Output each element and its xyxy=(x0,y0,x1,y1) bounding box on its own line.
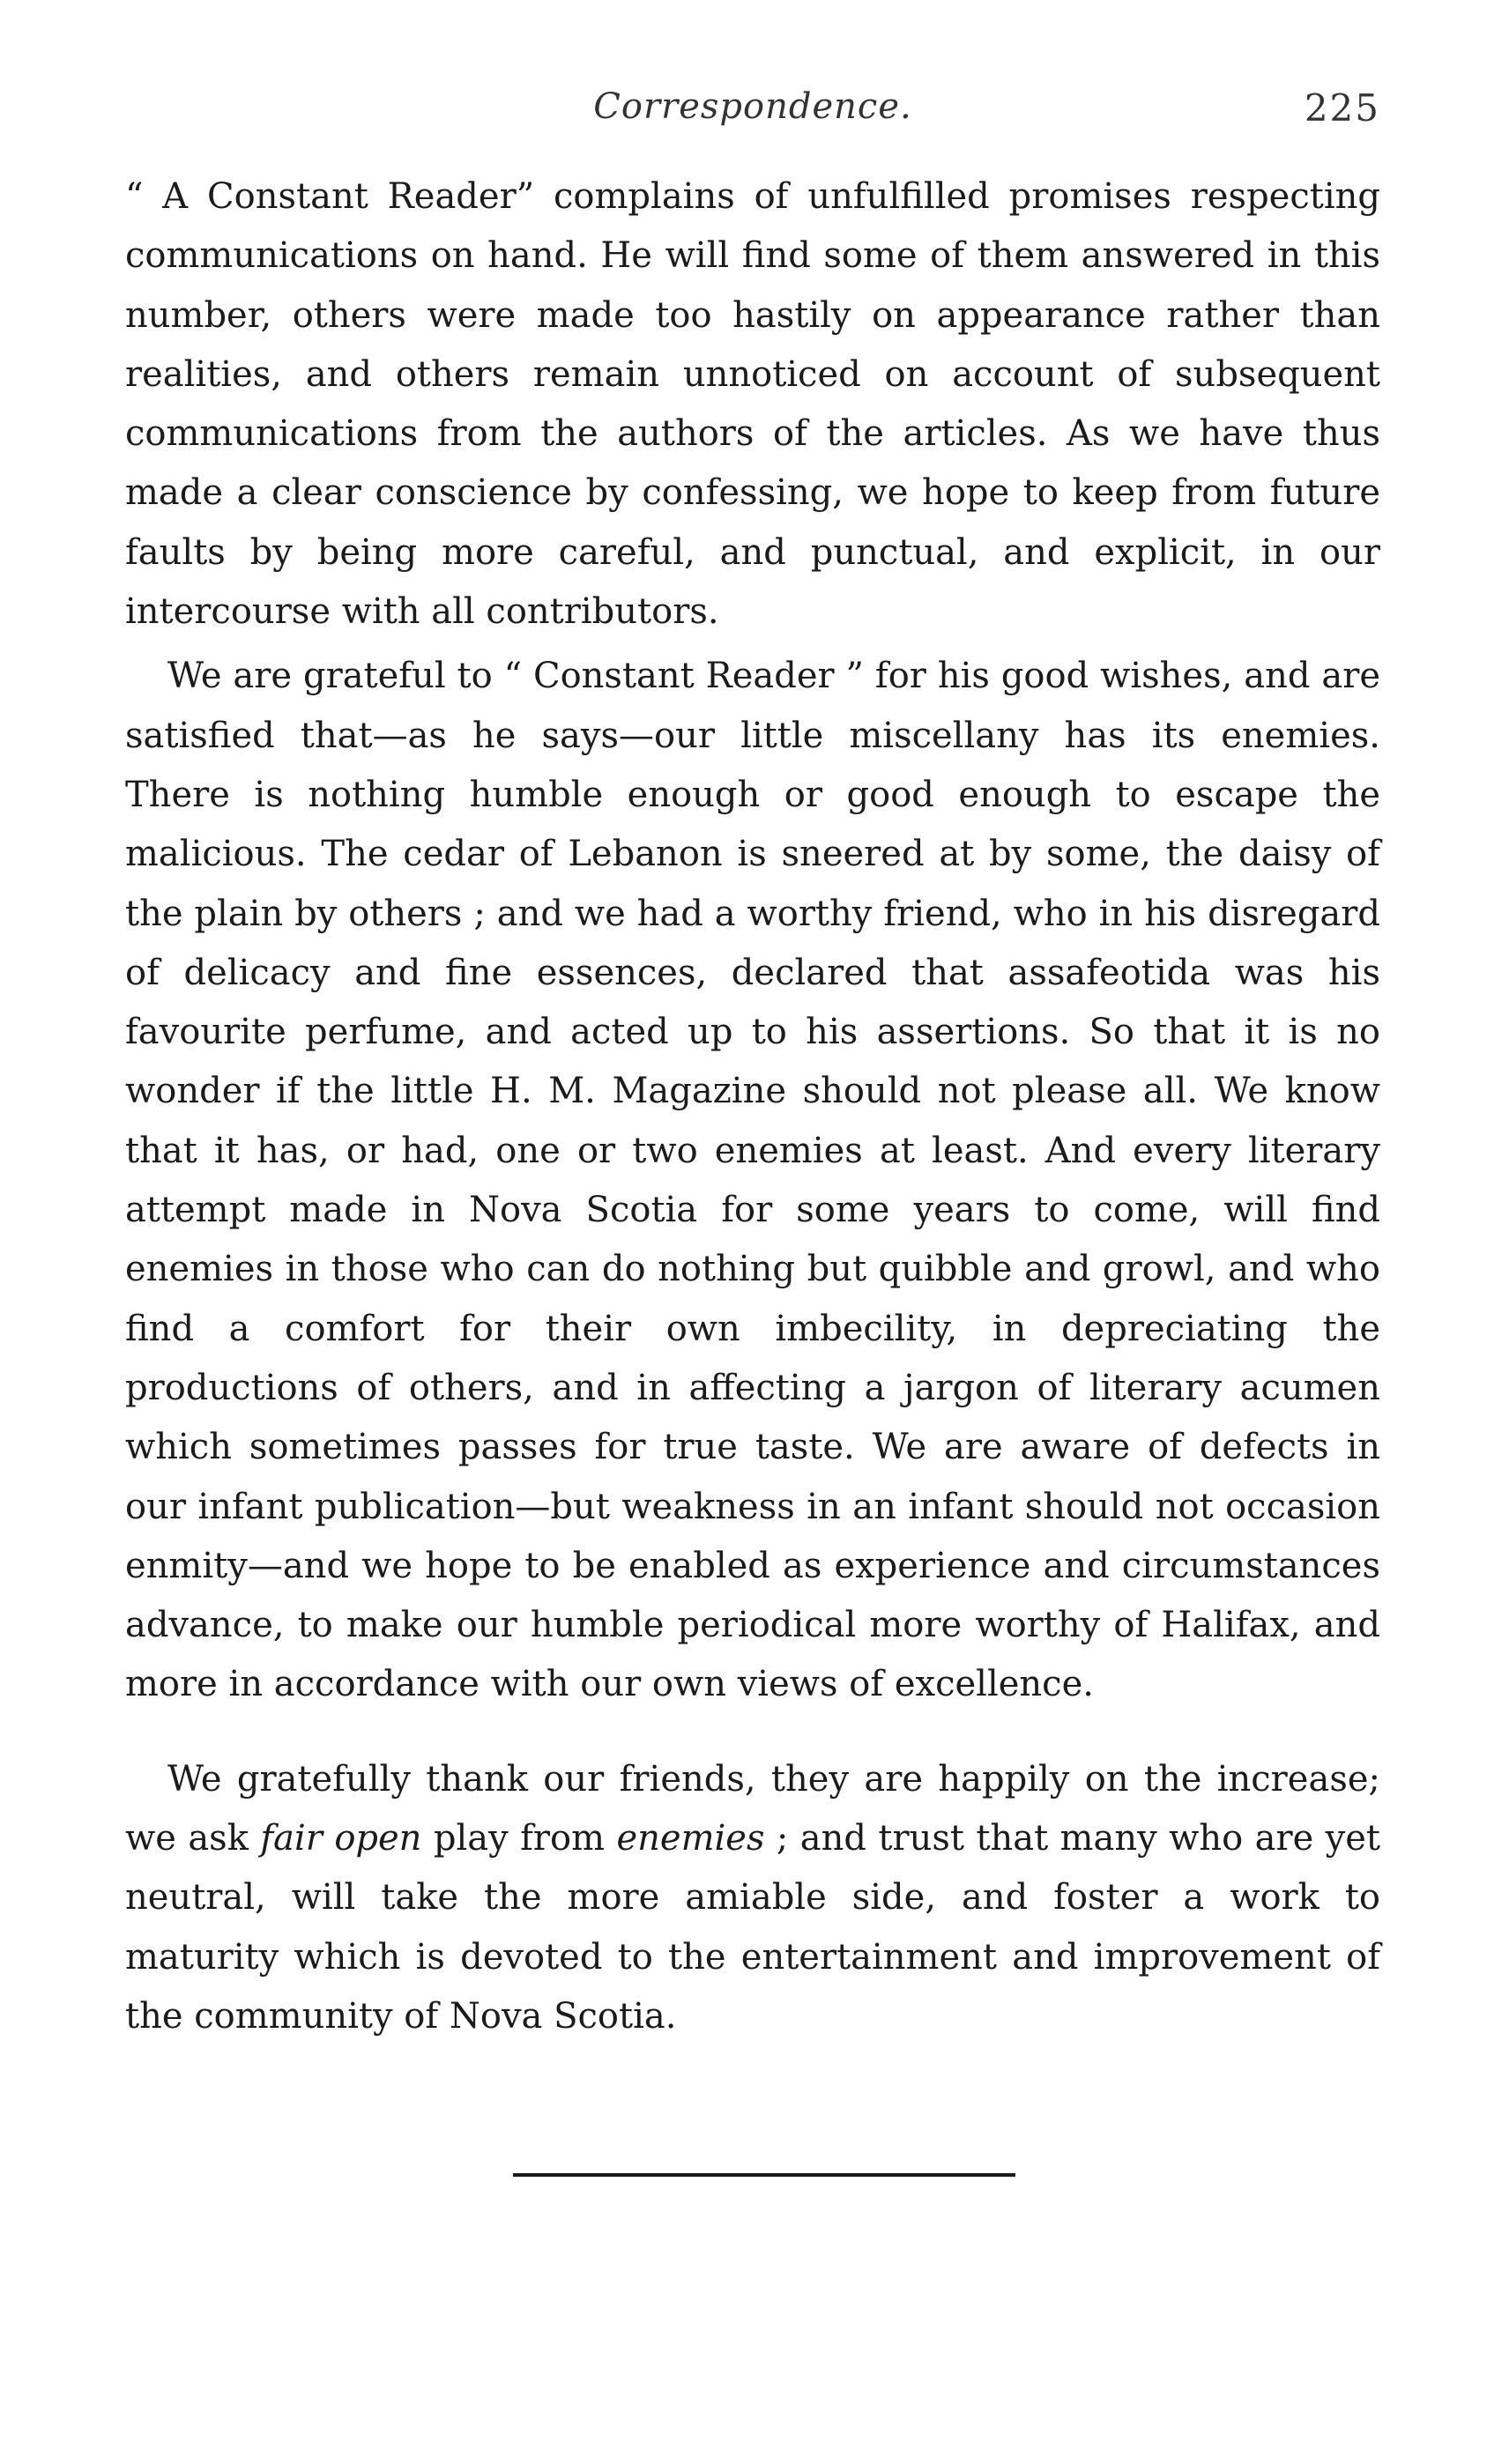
page-header xyxy=(125,86,1380,139)
paragraph-3-text-b: play from xyxy=(421,1818,617,1859)
running-head: Correspondence. xyxy=(593,86,912,127)
body-text xyxy=(125,167,1380,2046)
paragraph-3-text-a: We gratefully thank our friends, they are happily on the increase; we ask xyxy=(125,1758,1380,1859)
paragraph-3-emphasis-fair-open: fair open xyxy=(260,1818,422,1859)
paragraph-3-emphasis-enemies: enemies xyxy=(616,1818,765,1859)
paragraph-2: We are grateful to “ Constant Reader ” for his good wishes, and are satisfied that—as he says—our little miscellany has its enemies. There is nothing humble enough or good enough to escape the malicious. The cedar of Lebanon is sneered at by some, the daisy of the plain by others ; and we had a worthy friend, who in his disregard of delicacy and fine essences, declared that assafeotida was his favourite perfume, and acted up to his assertions. So that it is no wonder if the little H. M. Magazine should not please all. We know that it has, or had, one or two enemies at least. And every literary attempt made in Nova Scotia for some years to come, will find enemies in those who can do nothing but quibble and growl, and who find a comfort for their own imbecility, in depreciating the productions of others, and in affecting a jargon of literary acumen which sometimes passes for true taste. We are aware of defects in our infant publication—but weakness in an infant should not occasion enmity—and we hope to be enabled as experience and circumstances advance, to make our humble periodical more worthy of Halifax, and more in accordance with our own views of excellence. xyxy=(125,656,1380,1705)
paragraph-3 xyxy=(125,1750,1380,2046)
section-end-rule xyxy=(513,2173,1015,2177)
paragraph-3-text-c: ; and trust that many who are yet neutral, will take the more amiable side, and foster a work to maturity which is devoted to the entertainment and improvement of the community of Nova Scotia. xyxy=(125,1818,1380,2037)
paragraph-1: “ A Constant Reader” complains of unfulfilled promises respecting communications on hand. He will find some of them answered in this number, others were made too hastily on appearance rather than realities, and others remain unnoticed on account of subsequent communications from the authors of the articles. As we have thus made a clear conscience by confessing, we hope to keep from future faults by being more careful, and punctual, and explicit, in our intercourse with all contributors. xyxy=(125,176,1380,633)
page-number: 225 xyxy=(1304,86,1380,130)
